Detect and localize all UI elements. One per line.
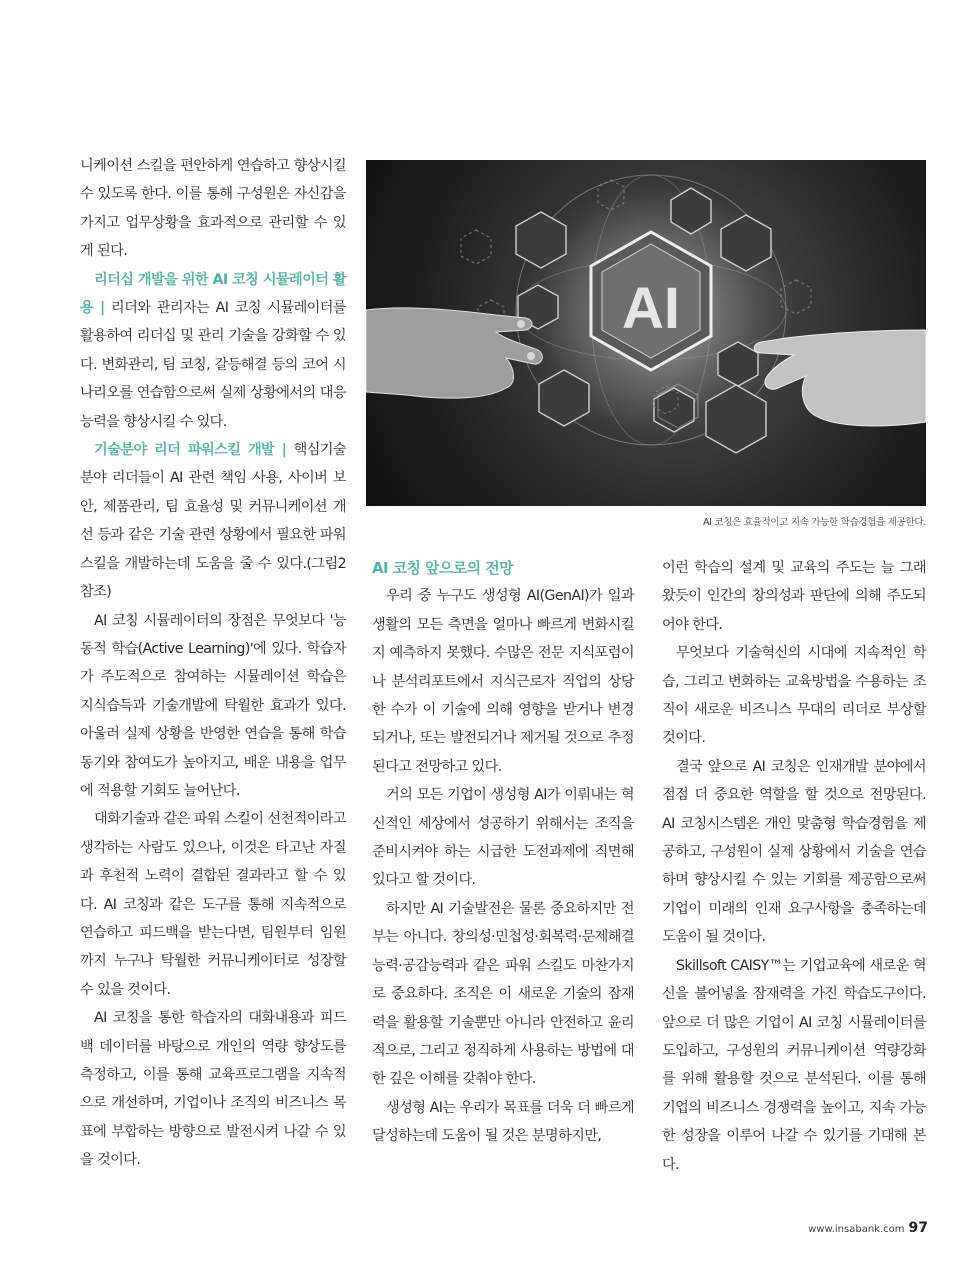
paragraph: 이런 학습의 설계 및 교육의 주도는 늘 그래 왔듯이 인간의 창의성과 판단에 의해 주도되어야 한다. <box>662 560 926 633</box>
page-footer <box>808 1220 928 1236</box>
article-column-1 <box>80 152 346 1175</box>
subheading: 리더십 개발을 위한 AI 코칭 시뮬레이터 활용 | <box>80 271 346 317</box>
page-number: 97 <box>908 1220 928 1236</box>
human-hand <box>754 330 926 426</box>
paragraph: 대화기술과 같은 파워 스킬이 선천적이라고 생각하는 사람도 있으나, 이것은 타고난 자질과 후천적 노력이 결합된 결과라고 할 수 있다. AI 코칭과 같은 도구를 통해 지속적으로 연습하고 피드백을 받는다면, 팀원부터 임원까지 누구나 탁월한 커뮤니케이터로 성장할 수 있을 것이다. <box>80 811 346 998</box>
ai-illustration-image <box>366 160 926 506</box>
paragraph: 하지만 AI 기술발전은 물론 중요하지만 전부는 아니다. 창의성·민첩성·회복력·문제해결능력·공감능력과 같은 파워 스킬도 마찬가지로 중요하다. 조직은 이 새로운 기술의 잠재력을 활용할 기술뿐만 아니라 안전하고 윤리적으로, 그리고 정직하게 사용하는 방법에 대한 깊은 이해를 갖춰야 한다. <box>372 900 634 1088</box>
ai-label: AI <box>622 276 680 341</box>
paragraph: AI 코칭을 통한 학습자의 대화내용과 피드백 데이터를 바탕으로 개인의 역량 향상도를 측정하고, 이를 통해 교육프로그램을 지속적으로 개선하며, 기업이나 조직의 비즈니스 목표에 부합하는 방향으로 발전시켜 나갈 수 있을 것이다. <box>80 1010 346 1169</box>
paragraph <box>80 266 346 436</box>
subheading: 기술분야 리더 파워스킬 개발 | <box>94 442 287 459</box>
paragraph: 생성형 AI는 우리가 목표를 더욱 더 빠르게 달성하는데 도움이 될 것은 분명하지만, <box>372 1099 634 1145</box>
article-column-2 <box>372 554 634 1151</box>
article-column-3 <box>662 554 926 1179</box>
figure-caption: AI 코칭은 효율적이고 지속 가능한 학습경험을 제공한다. <box>702 517 926 528</box>
paragraph-text: 리더와 관리자는 AI 코칭 시뮬레이터를 활용하여 리더십 및 관리 기술을 강화할 수 있다. 변화관리, 팀 코칭, 갈등해결 등의 코어 시나리오를 연습함으로써 실제 상황에서의 대응능력을 향상시킬 수 있다. <box>80 300 346 430</box>
website-link[interactable]: www.insabank.com <box>808 1224 905 1235</box>
paragraph-text: 핵심기술 분야 리더들이 AI 관련 책임 사용, 사이버 보안, 제품관리, 팀 효율성 및 커뮤니케이션 개선 등과 같은 기술 관련 상황에서 필요한 파워 스킬을 개발하는데 도움을 줄 수 있다.(그림2 참조) <box>80 442 346 601</box>
paragraph: AI 코칭 시뮬레이터의 장점은 무엇보다 '능동적 학습(Active Learning)'에 있다. 학습자가 주도적으로 참여하는 시뮬레이션 학습은 지식습득과 기술개발에 탁월한 효과가 있다. 아울러 실제 상황을 반영한 연습을 통해 학습동기와 참여도가 높아지고, 배운 내용을 업무에 적용할 기회도 늘어난다. <box>80 612 346 799</box>
paragraph <box>80 436 346 606</box>
robot-hand <box>366 308 542 398</box>
paragraph: Skillsoft CAISY™는 기업교육에 새로운 혁신을 불어넣을 잠재력을 가진 학습도구이다. 앞으로 더 많은 기업이 AI 코칭 시뮬레이터를 도입하고, 구성원의 커뮤니케이션 역량강화를 위해 활용할 것으로 분석된다. 이를 통해 기업의 비즈니스 경쟁력을 높이고, 지속 가능한 성장을 이루어 나갈 수 있기를 기대해 본다. <box>662 957 926 1173</box>
paragraph: 니케이션 스킬을 편안하게 연습하고 향상시킬 수 있도록 한다. 이를 통해 구성원은 자신감을 가지고 업무상황을 효과적으로 관리할 수 있게 된다. <box>80 158 346 260</box>
paragraph: 거의 모든 기업이 생성형 AI가 이뤄내는 혁신적인 세상에서 성공하기 위해서는 조직을 준비시켜야 하는 시급한 도전과제에 직면해 있다고 할 것이다. <box>372 787 634 889</box>
paragraph: 우리 중 누구도 생성형 AI(GenAI)가 일과 생활의 모든 측면을 얼마나 빠르게 변화시킬지 예측하지 못했다. 수많은 전문 지식포럼이나 분석리포트에서 지식근로자 직업의 상당한 수가 이 기술에 의해 영향을 받거나 변경되거나, 또는 발전되거나 제거될 것으로 추정된다고 전망하고 있다. <box>372 588 634 775</box>
ai-hands-globe-graphic <box>366 160 926 506</box>
section-heading: AI 코칭 앞으로의 전망 <box>372 559 513 577</box>
paragraph: 결국 앞으로 AI 코칭은 인재개발 분야에서 점점 더 중요한 역할을 할 것으로 전망된다. AI 코칭시스템은 개인 맞춤형 학습경험을 제공하고, 구성원이 실제 상황에서 기술을 연습하며 향상시킬 수 있는 기회를 제공함으로써 기업이 미래의 인재 요구사항을 충족하는데 도움이 될 것이다. <box>662 758 926 946</box>
paragraph: 무엇보다 기술혁신의 시대에 지속적인 학습, 그리고 변화하는 교육방법을 수용하는 조직이 새로운 비즈니스 무대의 리더로 부상할 것이다. <box>662 645 926 747</box>
